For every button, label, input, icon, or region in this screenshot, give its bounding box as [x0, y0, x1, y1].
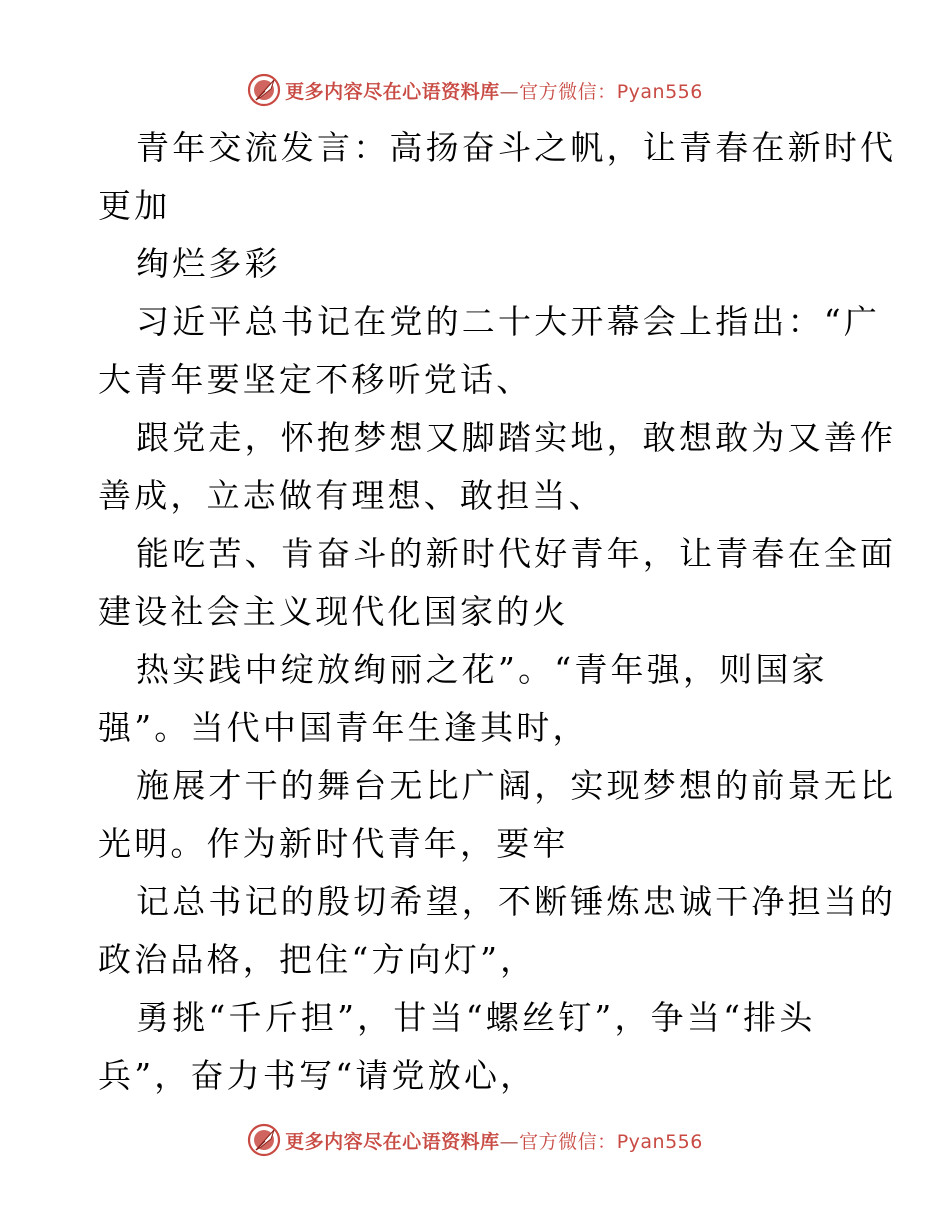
text-line: 习近平总书记在党的二十大开幕会上指出：“广 — [136, 302, 881, 341]
text-line: 大青年要坚定不移听党话、 — [98, 360, 533, 399]
text-line: 兵”，奋力书写“请党放心， — [98, 1056, 537, 1095]
header-watermark — [0, 70, 950, 110]
watermark-separator: — — [499, 80, 520, 103]
text-line: 绚烂多彩 — [136, 244, 281, 283]
text-line: 记总书记的殷切希望，不断锤炼忠诚干净担当的 — [136, 882, 897, 921]
watermark-official-label: 官方微信： — [519, 1130, 617, 1153]
document-body — [98, 119, 897, 1105]
text-line: 建设社会主义现代化国家的火 — [98, 592, 569, 631]
quill-pen-seal-icon — [247, 73, 281, 107]
text-line: 青年交流发言：高扬奋斗之帆，让青春在新时代 — [136, 128, 897, 167]
text-line: 善成，立志做有理想、敢担当、 — [98, 476, 605, 515]
text-line: 强”。当代中国青年生逢其时， — [98, 708, 589, 747]
text-line: 勇挑“千斤担”，甘当“螺丝钉”，争当“排头 — [136, 998, 816, 1037]
quill-pen-seal-icon — [247, 1123, 281, 1157]
text-line: 更加 — [98, 186, 171, 225]
text-line: 跟党走，怀抱梦想又脚踏实地，敢想敢为又善作 — [136, 418, 897, 457]
watermark-text — [285, 77, 703, 104]
watermark-handle: Pyan556 — [616, 80, 703, 103]
text-line: 施展才干的舞台无比广阔，实现梦想的前景无比 — [136, 766, 897, 805]
text-line: 能吃苦、肯奋斗的新时代好青年，让青春在全面 — [136, 534, 897, 573]
text-line: 热实践中绽放绚丽之花”。“青年强，则国家 — [136, 650, 828, 689]
watermark-handle: Pyan556 — [616, 1130, 703, 1153]
text-line: 政治品格，把住“方向灯”， — [98, 940, 537, 979]
watermark-text — [285, 1127, 703, 1154]
footer-watermark — [0, 1120, 950, 1160]
watermark-separator: — — [499, 1130, 520, 1153]
watermark-official-label: 官方微信： — [519, 80, 617, 103]
watermark-site-name: 更多内容尽在心语资料库 — [285, 80, 500, 103]
text-line: 光明。作为新时代青年，要牢 — [98, 824, 569, 863]
watermark-site-name: 更多内容尽在心语资料库 — [285, 1130, 500, 1153]
